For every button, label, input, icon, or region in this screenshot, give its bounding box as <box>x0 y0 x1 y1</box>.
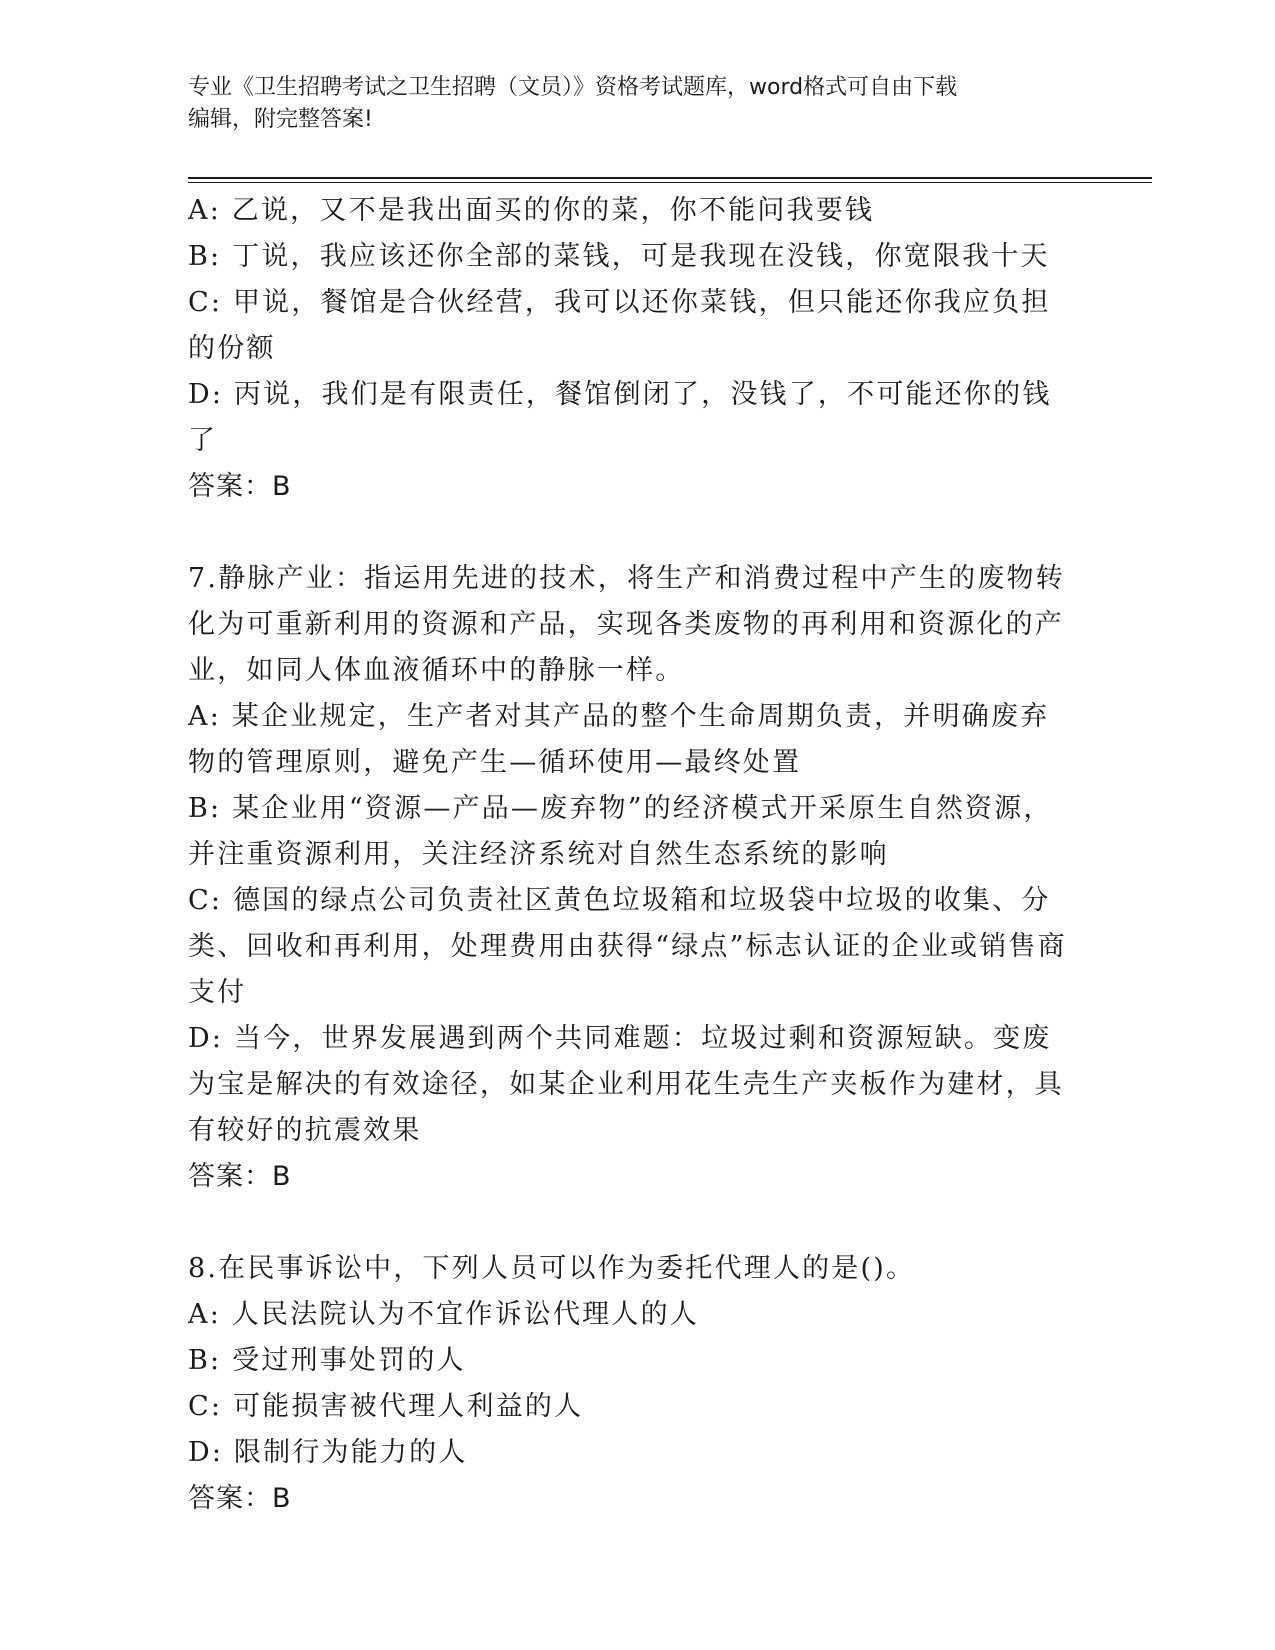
question-8 <box>188 1246 1068 1522</box>
header-line-1: 专业《卫生招聘考试之卫生招聘（文员）》资格考试题库，word格式可自由下载 <box>188 75 958 100</box>
question-gap <box>188 510 1068 556</box>
question-6 <box>188 188 1068 510</box>
q8-option-c: C: 可能损害被代理人利益的人 <box>188 1391 584 1422</box>
document-body <box>188 188 1068 1522</box>
q6-option-a: A: 乙说，又不是我出面买的你的菜，你不能问我要钱 <box>188 195 875 226</box>
q8-option-a: A: 人民法院认为不宜作诉讼代理人的人 <box>188 1299 699 1330</box>
q6-answer: 答案：B <box>188 471 292 502</box>
q7-option-c: C: 德国的绿点公司负责社区黄色垃圾箱和垃圾袋中垃圾的收集、分类、回收和再利用，处理费用由获得“绿点”标志认证的企业或销售商支付 <box>188 885 1067 1008</box>
q7-stem: 7.静脉产业：指运用先进的技术，将生产和消费过程中产生的废物转化为可重新利用的资源和产品，实现各类废物的再利用和资源化的产业，如同人体血液循环中的静脉一样。 <box>188 563 1065 686</box>
q7-option-a: A: 某企业规定，生产者对其产品的整个生命周期负责，并明确废弃物的管理原则，避免产生—循环使用—最终处置 <box>188 701 1050 778</box>
q8-option-d: D: 限制行为能力的人 <box>188 1437 468 1468</box>
q7-option-b: B: 某企业用“资源—产品—废弃物”的经济模式开采原生自然资源，并注重资源利用，关注经济系统对自然生态系统的影响 <box>188 793 1053 870</box>
q7-option-d: D: 当今，世界发展遇到两个共同难题：垃圾过剩和资源短缺。变废为宝是解决的有效途径，如某企业利用花生壳生产夹板作为建材，具有较好的抗震效果 <box>188 1023 1064 1146</box>
q7-answer: 答案：B <box>188 1161 292 1192</box>
header-rule-thin <box>188 182 1152 183</box>
q6-option-d: D: 丙说，我们是有限责任，餐馆倒闭了，没钱了，不可能还你的钱了 <box>188 379 1052 456</box>
q8-answer: 答案：B <box>188 1483 292 1514</box>
question-gap <box>188 1200 1068 1246</box>
q8-stem: 8.在民事诉讼中，下列人员可以作为委托代理人的是()。 <box>188 1253 916 1284</box>
page-header <box>188 72 1068 136</box>
header-line-2: 编辑，附完整答案! <box>188 107 373 132</box>
q8-option-b: B: 受过刑事处罚的人 <box>188 1345 466 1376</box>
q6-option-b: B: 丁说，我应该还你全部的菜钱，可是我现在没钱，你宽限我十天 <box>188 241 1050 272</box>
header-rule <box>188 177 1152 179</box>
q6-option-c: C: 甲说，餐馆是合伙经营，我可以还你菜钱，但只能还你我应负担的份额 <box>188 287 1051 364</box>
question-7 <box>188 556 1068 1200</box>
